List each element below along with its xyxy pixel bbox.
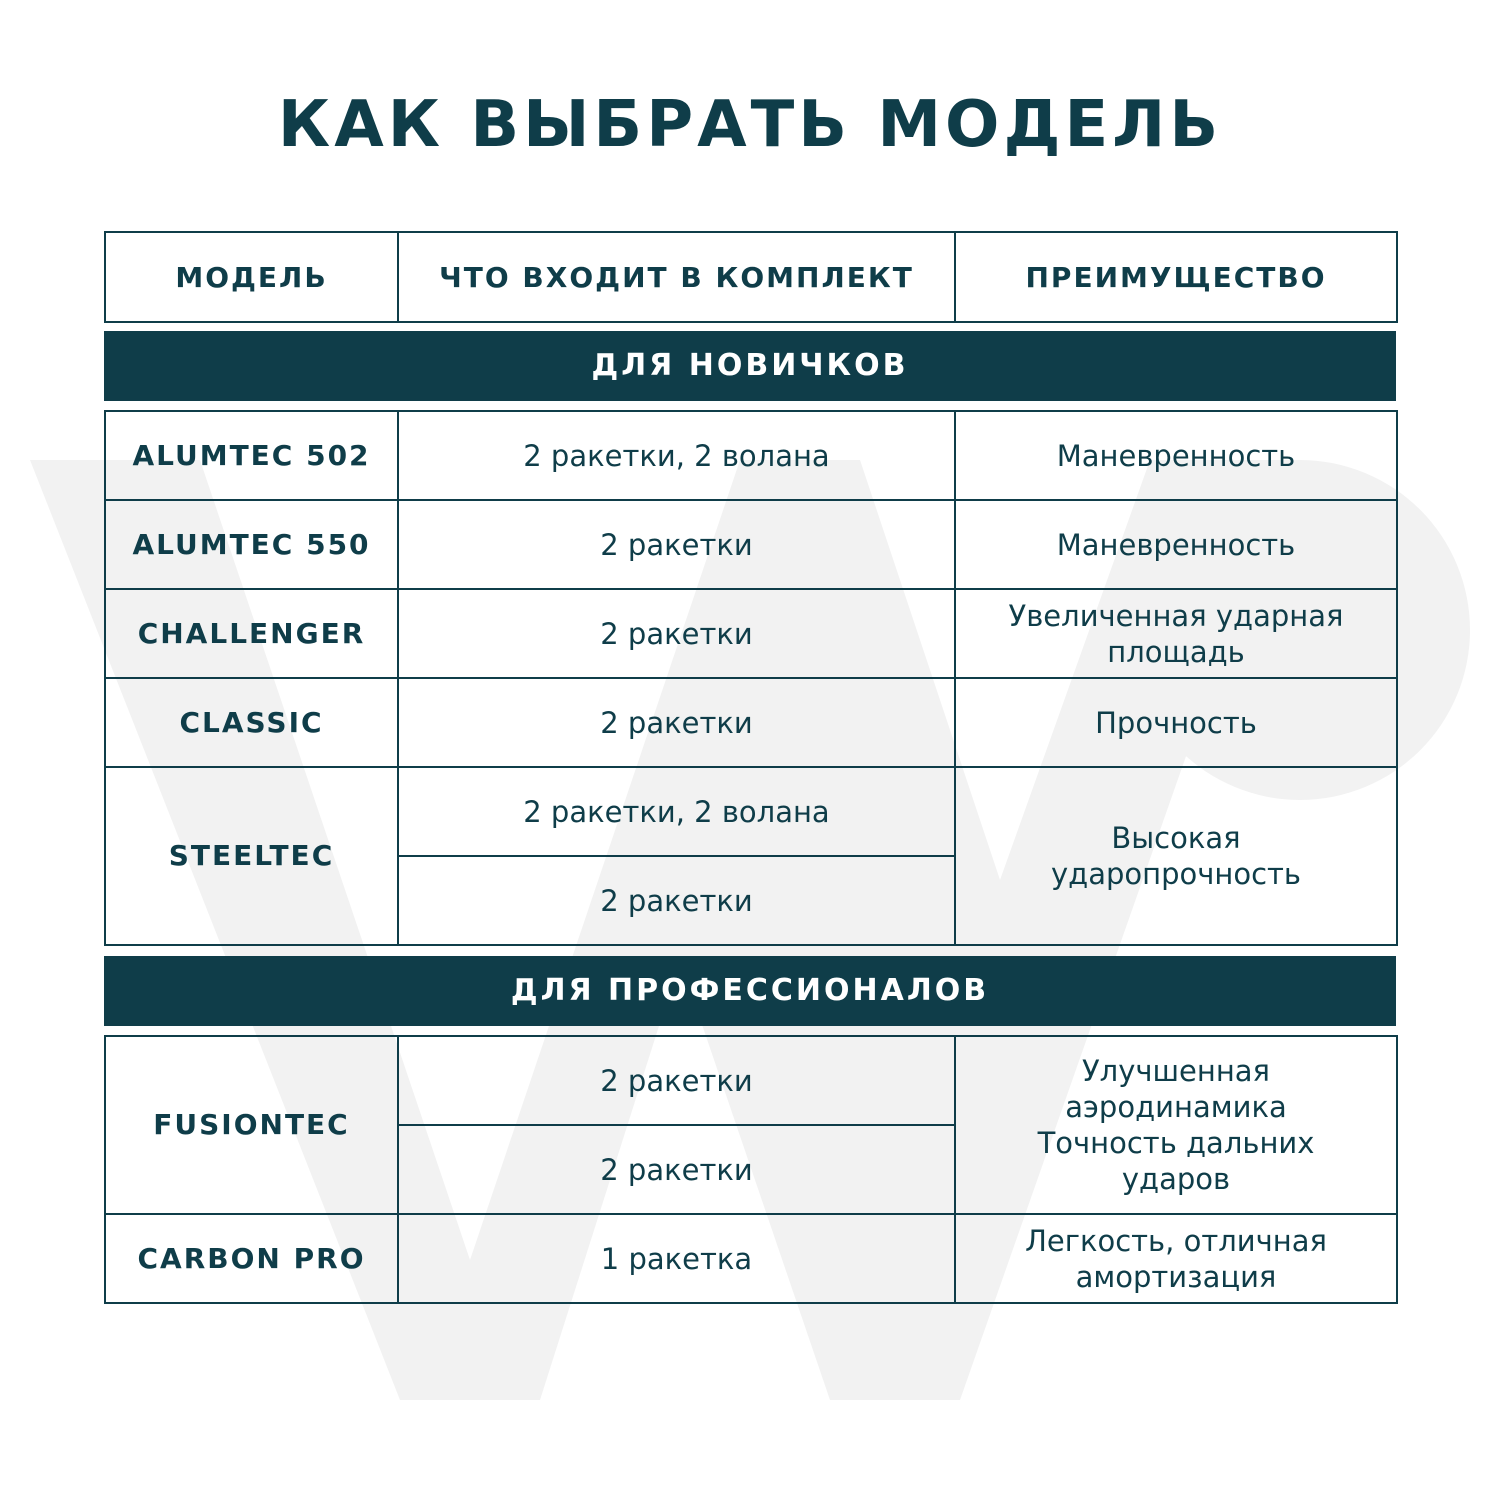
model-name: FUSIONTEC (105, 1036, 398, 1214)
professionals-table (104, 1035, 1398, 1304)
column-header-model: МОДЕЛЬ (105, 232, 398, 322)
column-header-advantage: ПРЕИМУЩЕСТВО (955, 232, 1397, 322)
advantage-cell: Улучшенная аэродинамика Точность дальних ударов (955, 1036, 1397, 1214)
model-name: ALUMTEC 502 (105, 411, 398, 500)
page-title: КАК ВЫБРАТЬ МОДЕЛЬ (277, 88, 1223, 162)
table-row (105, 500, 1397, 589)
table-row (105, 678, 1397, 767)
kit-cell: 2 ракетки, 2 волана (398, 411, 955, 500)
advantage-cell: Высокая ударопрочность (955, 767, 1397, 945)
model-name: ALUMTEC 550 (105, 500, 398, 589)
model-name: CARBON PRO (105, 1214, 398, 1303)
section-beginners: ДЛЯ НОВИЧКОВ (104, 331, 1396, 401)
advantage-cell: Прочность (955, 678, 1397, 767)
beginners-table (104, 410, 1398, 946)
kit-cell: 2 ракетки (398, 589, 955, 678)
kit-cell: 2 ракетки (398, 500, 955, 589)
advantage-cell: Легкость, отличная амортизация (955, 1214, 1397, 1303)
kit-cell: 2 ракетки (398, 1036, 955, 1125)
table-row (105, 767, 1397, 856)
model-name: CLASSIC (105, 678, 398, 767)
kit-cell: 1 ракетка (398, 1214, 955, 1303)
advantage-cell: Маневренность (955, 500, 1397, 589)
table-row (105, 1214, 1397, 1303)
table-row (105, 589, 1397, 678)
advantage-cell: Маневренность (955, 411, 1397, 500)
column-header-kit: ЧТО ВХОДИТ В КОМПЛЕКТ (398, 232, 955, 322)
kit-cell: 2 ракетки (398, 1125, 955, 1214)
model-name: CHALLENGER (105, 589, 398, 678)
section-professionals: ДЛЯ ПРОФЕССИОНАЛОВ (104, 956, 1396, 1026)
header-table (104, 231, 1398, 323)
kit-cell: 2 ракетки (398, 856, 955, 945)
kit-cell: 2 ракетки, 2 волана (398, 767, 955, 856)
model-name: STEELTEC (105, 767, 398, 945)
table-row (105, 1036, 1397, 1125)
advantage-cell: Увеличенная ударная площадь (955, 589, 1397, 678)
kit-cell: 2 ракетки (398, 678, 955, 767)
table-row (105, 411, 1397, 500)
